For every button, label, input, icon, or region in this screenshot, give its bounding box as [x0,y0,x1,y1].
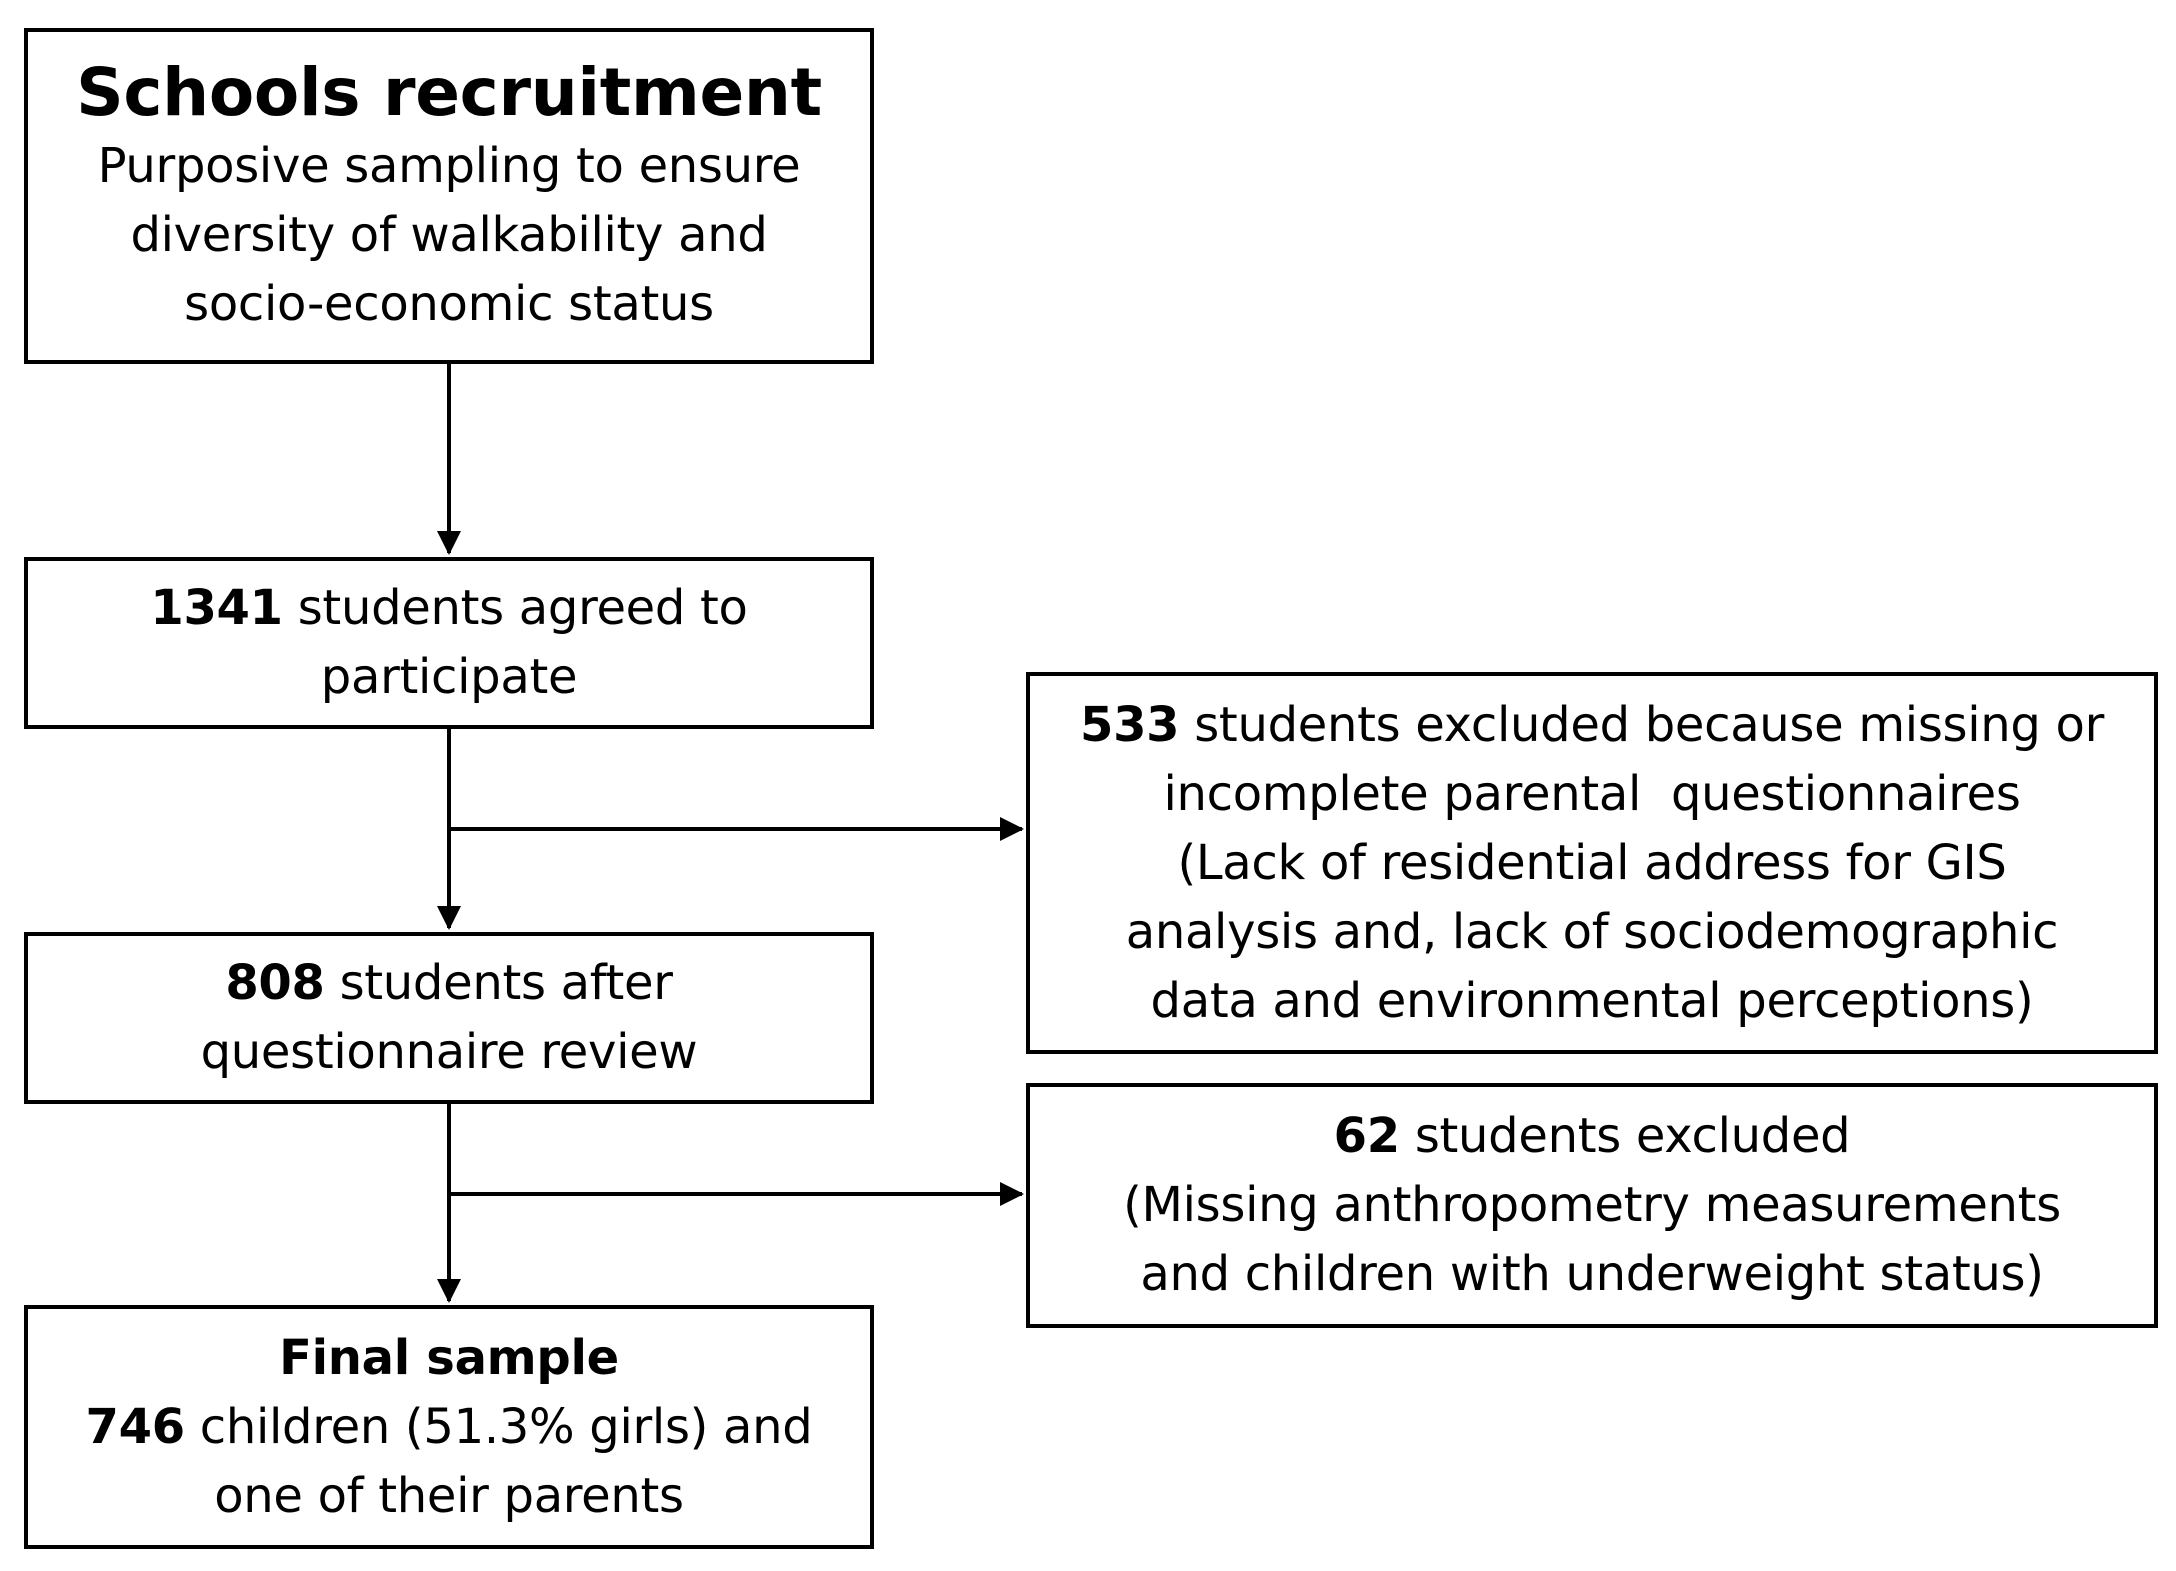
final-sample-box [24,1305,874,1549]
students-agreed-line-1 [150,574,747,643]
final-sample-line-2: one of their parents [214,1467,684,1524]
schools-recruitment-box [24,28,874,364]
schools-description-line-2: diversity of walkability and [130,206,768,263]
excluded-62-text: students excluded [1399,1108,1851,1164]
final-sample-title: Final sample [279,1329,619,1386]
excluded-62-line-3: and children with underweight status) [1140,1246,2044,1302]
students-review-line-2: questionnaire review [200,1024,698,1080]
students-review-count: 808 [225,955,325,1011]
students-agreed-box [24,557,874,729]
final-sample-text: children (51.3% girls) and [184,1398,813,1455]
schools-recruitment-title: Schools recruitment [76,53,822,131]
excluded-533-line-3: (Lack of residential address for GIS [1177,834,2007,891]
students-review-text: students after [324,955,673,1011]
excluded-533-line-1 [1080,691,2104,760]
students-agreed-line-2: participate [320,649,578,705]
excluded-62-count: 62 [1333,1108,1400,1164]
final-sample-count: 746 [85,1398,185,1455]
excluded-533-count: 533 [1079,696,1180,753]
excluded-62-box [1026,1083,2158,1328]
students-after-review-box [24,932,874,1104]
excluded-533-text: students excluded because missing or [1179,696,2105,753]
excluded-533-line-5: data and environmental perceptions) [1150,972,2034,1029]
excluded-533-line-2: incomplete parental questionnaires [1163,765,2021,822]
excluded-62-line-1 [1334,1102,1851,1171]
excluded-533-line-4: analysis and, lack of sociodemographic [1125,903,2059,960]
excluded-533-box [1026,672,2158,1054]
students-agreed-count: 1341 [150,580,283,636]
students-review-line-1 [225,949,672,1018]
final-sample-line-1 [86,1393,813,1462]
students-agreed-text: students agreed to [282,580,748,636]
schools-description-line-3: socio-economic status [184,275,714,332]
schools-description-line-1: Purposive sampling to ensure [97,137,801,194]
excluded-62-line-2: (Missing anthropometry measurements [1123,1177,2061,1233]
